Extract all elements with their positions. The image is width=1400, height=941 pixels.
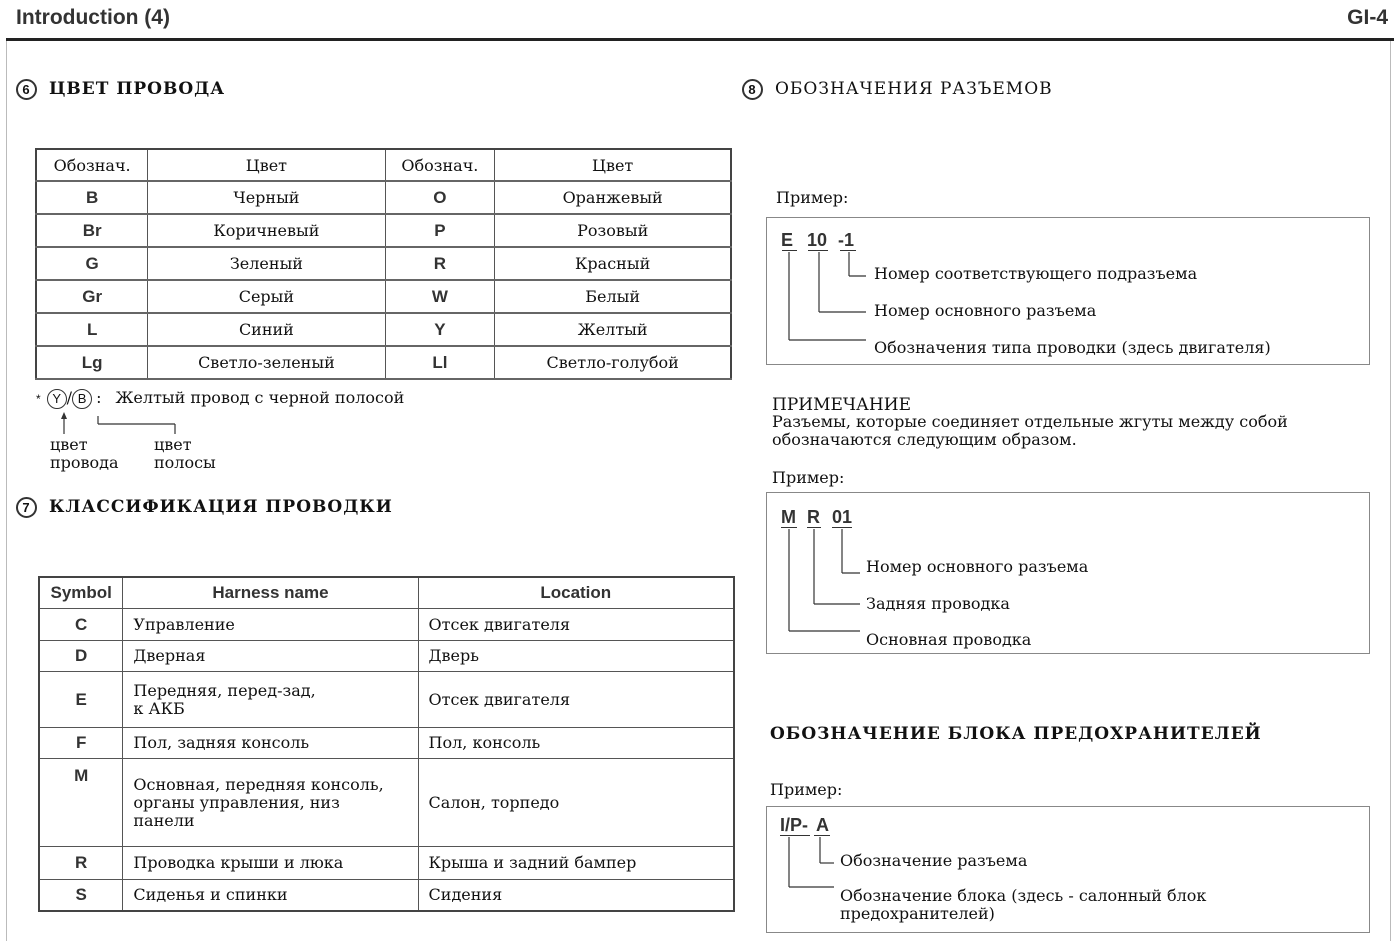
harness-symbol: F — [39, 728, 123, 759]
section-6-heading — [16, 79, 225, 100]
harness-name-line: Пол, задняя консоль — [133, 733, 310, 752]
table-row — [36, 346, 731, 379]
color-name: Светло-голубой — [495, 346, 731, 379]
fuse-label-line: Обозначение блока (здесь - салонный блок — [840, 886, 1207, 905]
color-code: R — [385, 247, 495, 280]
joint-label: Задняя проводка — [866, 594, 1010, 613]
color-name: Коричневый — [148, 214, 385, 247]
note-line: обозначаются следующим образом. — [772, 430, 1077, 449]
joint-label: Номер основного разъема — [866, 557, 1089, 576]
color-name: Светло-зеленый — [148, 346, 385, 379]
legend-slash: / — [66, 388, 73, 407]
legend-arrows — [40, 410, 200, 438]
color-name: Черный — [148, 181, 385, 214]
wire-label-line: цвет — [50, 435, 88, 454]
page-title: Introduction (4) — [16, 6, 170, 29]
fuse-label-line: предохранителей) — [840, 904, 995, 923]
harness-classification-table — [38, 576, 735, 912]
section-8-heading — [742, 79, 1053, 100]
color-code: L — [36, 313, 148, 346]
harness-name — [123, 759, 418, 847]
wire-label-line: провода — [50, 453, 119, 472]
example-2-label: Пример: — [772, 468, 845, 487]
harness-location: Дверь — [418, 641, 734, 672]
table-row — [39, 728, 734, 759]
fuse-heading: ОБОЗНАЧЕНИЕ БЛОКА ПРЕДОХРАНИТЕЛЕЙ — [770, 724, 1262, 744]
joint-label: Основная проводка — [866, 630, 1032, 649]
col-header-color-2: Цвет — [495, 149, 731, 181]
harness-symbol: S — [39, 880, 123, 911]
harness-name-line: панели — [133, 810, 195, 830]
connector-part-number: 10 — [807, 230, 828, 250]
col-header-code-2: Обознач. — [385, 149, 495, 181]
harness-symbol: D — [39, 641, 123, 672]
section-7-heading — [16, 497, 393, 518]
table-row — [39, 672, 734, 728]
harness-name — [123, 672, 418, 728]
table-row — [36, 280, 731, 313]
wire-label — [50, 436, 119, 472]
connector-part-sub: -1 — [838, 230, 855, 250]
harness-location: Сидения — [418, 880, 734, 911]
wire-color-legend — [36, 388, 404, 409]
harness-symbol: E — [39, 672, 123, 728]
harness-symbol: C — [39, 609, 123, 641]
harness-location: Салон, торпедо — [418, 759, 734, 847]
harness-name — [123, 847, 418, 880]
connector-part-type: E — [781, 230, 794, 250]
harness-name — [123, 609, 418, 641]
header-divider — [6, 38, 1394, 41]
harness-symbol: M — [39, 759, 123, 847]
harness-name-line: Дверная — [133, 646, 206, 665]
col-header-symbol: Symbol — [39, 577, 123, 609]
legend-colon: : — [96, 388, 102, 407]
stripe-label-line: полосы — [154, 453, 216, 472]
section-6-title: ЦВЕТ ПРОВОДА — [49, 79, 226, 99]
section-7-number: 7 — [16, 497, 37, 518]
connector-label: Обозначения типа проводки (здесь двигателя) — [874, 338, 1271, 357]
col-header-harness-name: Harness name — [123, 577, 418, 609]
color-name: Серый — [148, 280, 385, 313]
harness-location: Пол, консоль — [418, 728, 734, 759]
harness-name-line: к АКБ — [133, 698, 185, 718]
harness-symbol: R — [39, 847, 123, 880]
stripe-label-line: цвет — [154, 435, 192, 454]
fuse-example-leader-lines — [770, 835, 850, 895]
section-8-number: 8 — [742, 79, 763, 100]
legend-text: Желтый провод с черной полосой — [115, 388, 405, 407]
section-8-title: ОБОЗНАЧЕНИЯ РАЗЪЕМОВ — [775, 79, 1053, 99]
harness-name-line: Сиденья и спинки — [133, 884, 288, 904]
harness-name-line: Проводка крыши и люка — [133, 853, 344, 872]
color-code: Y — [385, 313, 495, 346]
table-row — [39, 880, 734, 911]
table-row — [39, 847, 734, 880]
color-code: Br — [36, 214, 148, 247]
harness-location: Отсек двигателя — [418, 672, 734, 728]
color-code: G — [36, 247, 148, 280]
note-text — [772, 413, 1288, 449]
example-1-label: Пример: — [776, 188, 849, 207]
harness-name-line: Передняя, перед-зад, — [133, 680, 316, 700]
table-row — [36, 181, 731, 214]
fuse-example-label: Пример: — [770, 780, 843, 799]
joint-part-number: 01 — [832, 507, 853, 527]
stripe-label — [154, 436, 216, 472]
color-code: B — [36, 181, 148, 214]
fuse-part-connector: A — [816, 815, 829, 835]
table-row — [36, 313, 731, 346]
table-row — [39, 609, 734, 641]
color-name: Желтый — [495, 313, 731, 346]
joint-part-rear: R — [807, 507, 820, 527]
section-6-number: 6 — [16, 79, 37, 100]
harness-name-line: Основная, передняя консоль, — [133, 774, 384, 794]
joint-part-main: M — [781, 507, 796, 527]
harness-name — [123, 641, 418, 672]
page-code: GI-4 — [1347, 6, 1388, 29]
table-row — [39, 759, 734, 847]
note-title: ПРИМЕЧАНИЕ — [772, 395, 911, 415]
harness-name-line: органы управления, низ — [133, 792, 340, 812]
stripe-color-symbol: B — [72, 389, 92, 409]
section-7-title: КЛАССИФИКАЦИЯ ПРОВОДКИ — [49, 497, 393, 517]
col-header-color-1: Цвет — [148, 149, 385, 181]
harness-name-line: Управление — [133, 614, 235, 634]
right-border — [1390, 41, 1391, 941]
color-code: Ll — [385, 346, 495, 379]
fuse-label: Обозначение разъема — [840, 851, 1028, 870]
joint-example-leader-lines — [770, 527, 870, 637]
left-border — [6, 41, 7, 941]
harness-name — [123, 728, 418, 759]
connector-label: Номер соответствующего подразъема — [874, 264, 1198, 283]
color-name: Зеленый — [148, 247, 385, 280]
color-name: Оранжевый — [495, 181, 731, 214]
note-line: Разъемы, которые соединяет отдельные жгуты между собой — [772, 412, 1288, 431]
col-header-location: Location — [418, 577, 734, 609]
color-name: Синий — [148, 313, 385, 346]
connector-label: Номер основного разъема — [874, 301, 1097, 320]
table-row — [36, 247, 731, 280]
col-header-code-1: Обознач. — [36, 149, 148, 181]
color-name: Белый — [495, 280, 731, 313]
wire-color-table — [35, 148, 732, 380]
harness-name — [123, 880, 418, 911]
color-code: O — [385, 181, 495, 214]
table-row — [39, 641, 734, 672]
table-row — [36, 214, 731, 247]
wire-color-symbol: Y — [47, 389, 67, 409]
color-code: P — [385, 214, 495, 247]
color-code: Gr — [36, 280, 148, 313]
fuse-label-block — [840, 887, 1206, 923]
fuse-part-block: I/P- — [780, 815, 809, 835]
color-name: Розовый — [495, 214, 731, 247]
color-name: Красный — [495, 247, 731, 280]
harness-location: Отсек двигателя — [418, 609, 734, 641]
harness-location: Крыша и задний бампер — [418, 847, 734, 880]
legend-star: * — [36, 392, 41, 406]
color-code: W — [385, 280, 495, 313]
connector-example-leader-lines — [770, 250, 870, 350]
color-code: Lg — [36, 346, 148, 379]
